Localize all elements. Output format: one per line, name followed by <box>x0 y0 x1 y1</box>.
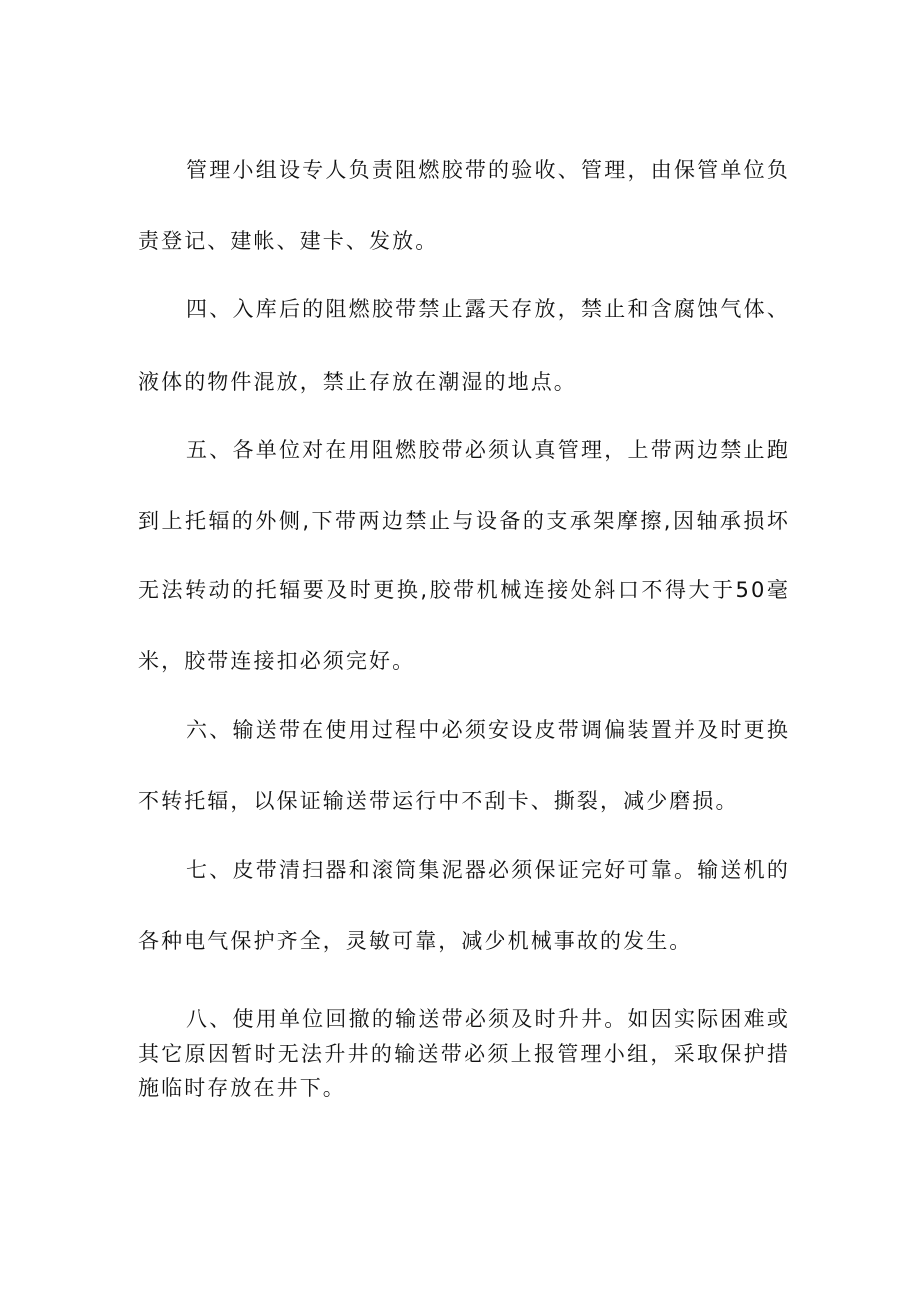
paragraph-1-line-1: 管理小组设专人负责阻燃胶带的验收、管理，由保管单位负 <box>186 158 790 182</box>
paragraph-2-line-1: 四、入库后的阻燃胶带禁止露天存放，禁止和含腐蚀气体、 <box>186 297 790 321</box>
paragraph-4-line-1: 六、输送带在使用过程中必须安设皮带调偏装置并及时更换 <box>186 718 790 742</box>
paragraph-4-line-2: 不转托辐，以保证输送带运行中不刮卡、撕裂，减少磨损。 <box>138 789 739 813</box>
paragraph-3-line-2: 到上托辐的外侧,下带两边禁止与设备的支承架摩擦,因轴承损坏 <box>138 509 790 533</box>
paragraph-2-line-2: 液体的物件混放，禁止存放在潮湿的地点。 <box>138 370 577 394</box>
paragraph-6-line-1: 八、使用单位回撤的输送带必须及时升井。如因实际困难或 <box>186 1007 790 1031</box>
paragraph-6-line-2: 其它原因暂时无法升井的输送带必须上报管理小组，采取保护措 <box>138 1042 790 1066</box>
paragraph-3-line-3: 无法转动的托辐要及时更换,胶带机械连接处斜口不得大于50毫 <box>138 578 790 602</box>
paragraph-5-line-2: 各种电气保护齐全，灵敏可靠，减少机械事故的发生。 <box>138 929 693 953</box>
paragraph-1-line-2: 责登记、建帐、建卡、发放。 <box>138 229 439 253</box>
paragraph-3-line-4: 米，胶带连接扣必须完好。 <box>138 649 416 673</box>
paragraph-3-line-1: 五、各单位对在用阻燃胶带必须认真管理，上带两边禁止跑 <box>186 438 790 462</box>
paragraph-5-line-1: 七、皮带清扫器和滚筒集泥器必须保证完好可靠。输送机的 <box>186 858 790 882</box>
paragraph-6-line-3: 施临时存放在井下。 <box>138 1076 346 1100</box>
